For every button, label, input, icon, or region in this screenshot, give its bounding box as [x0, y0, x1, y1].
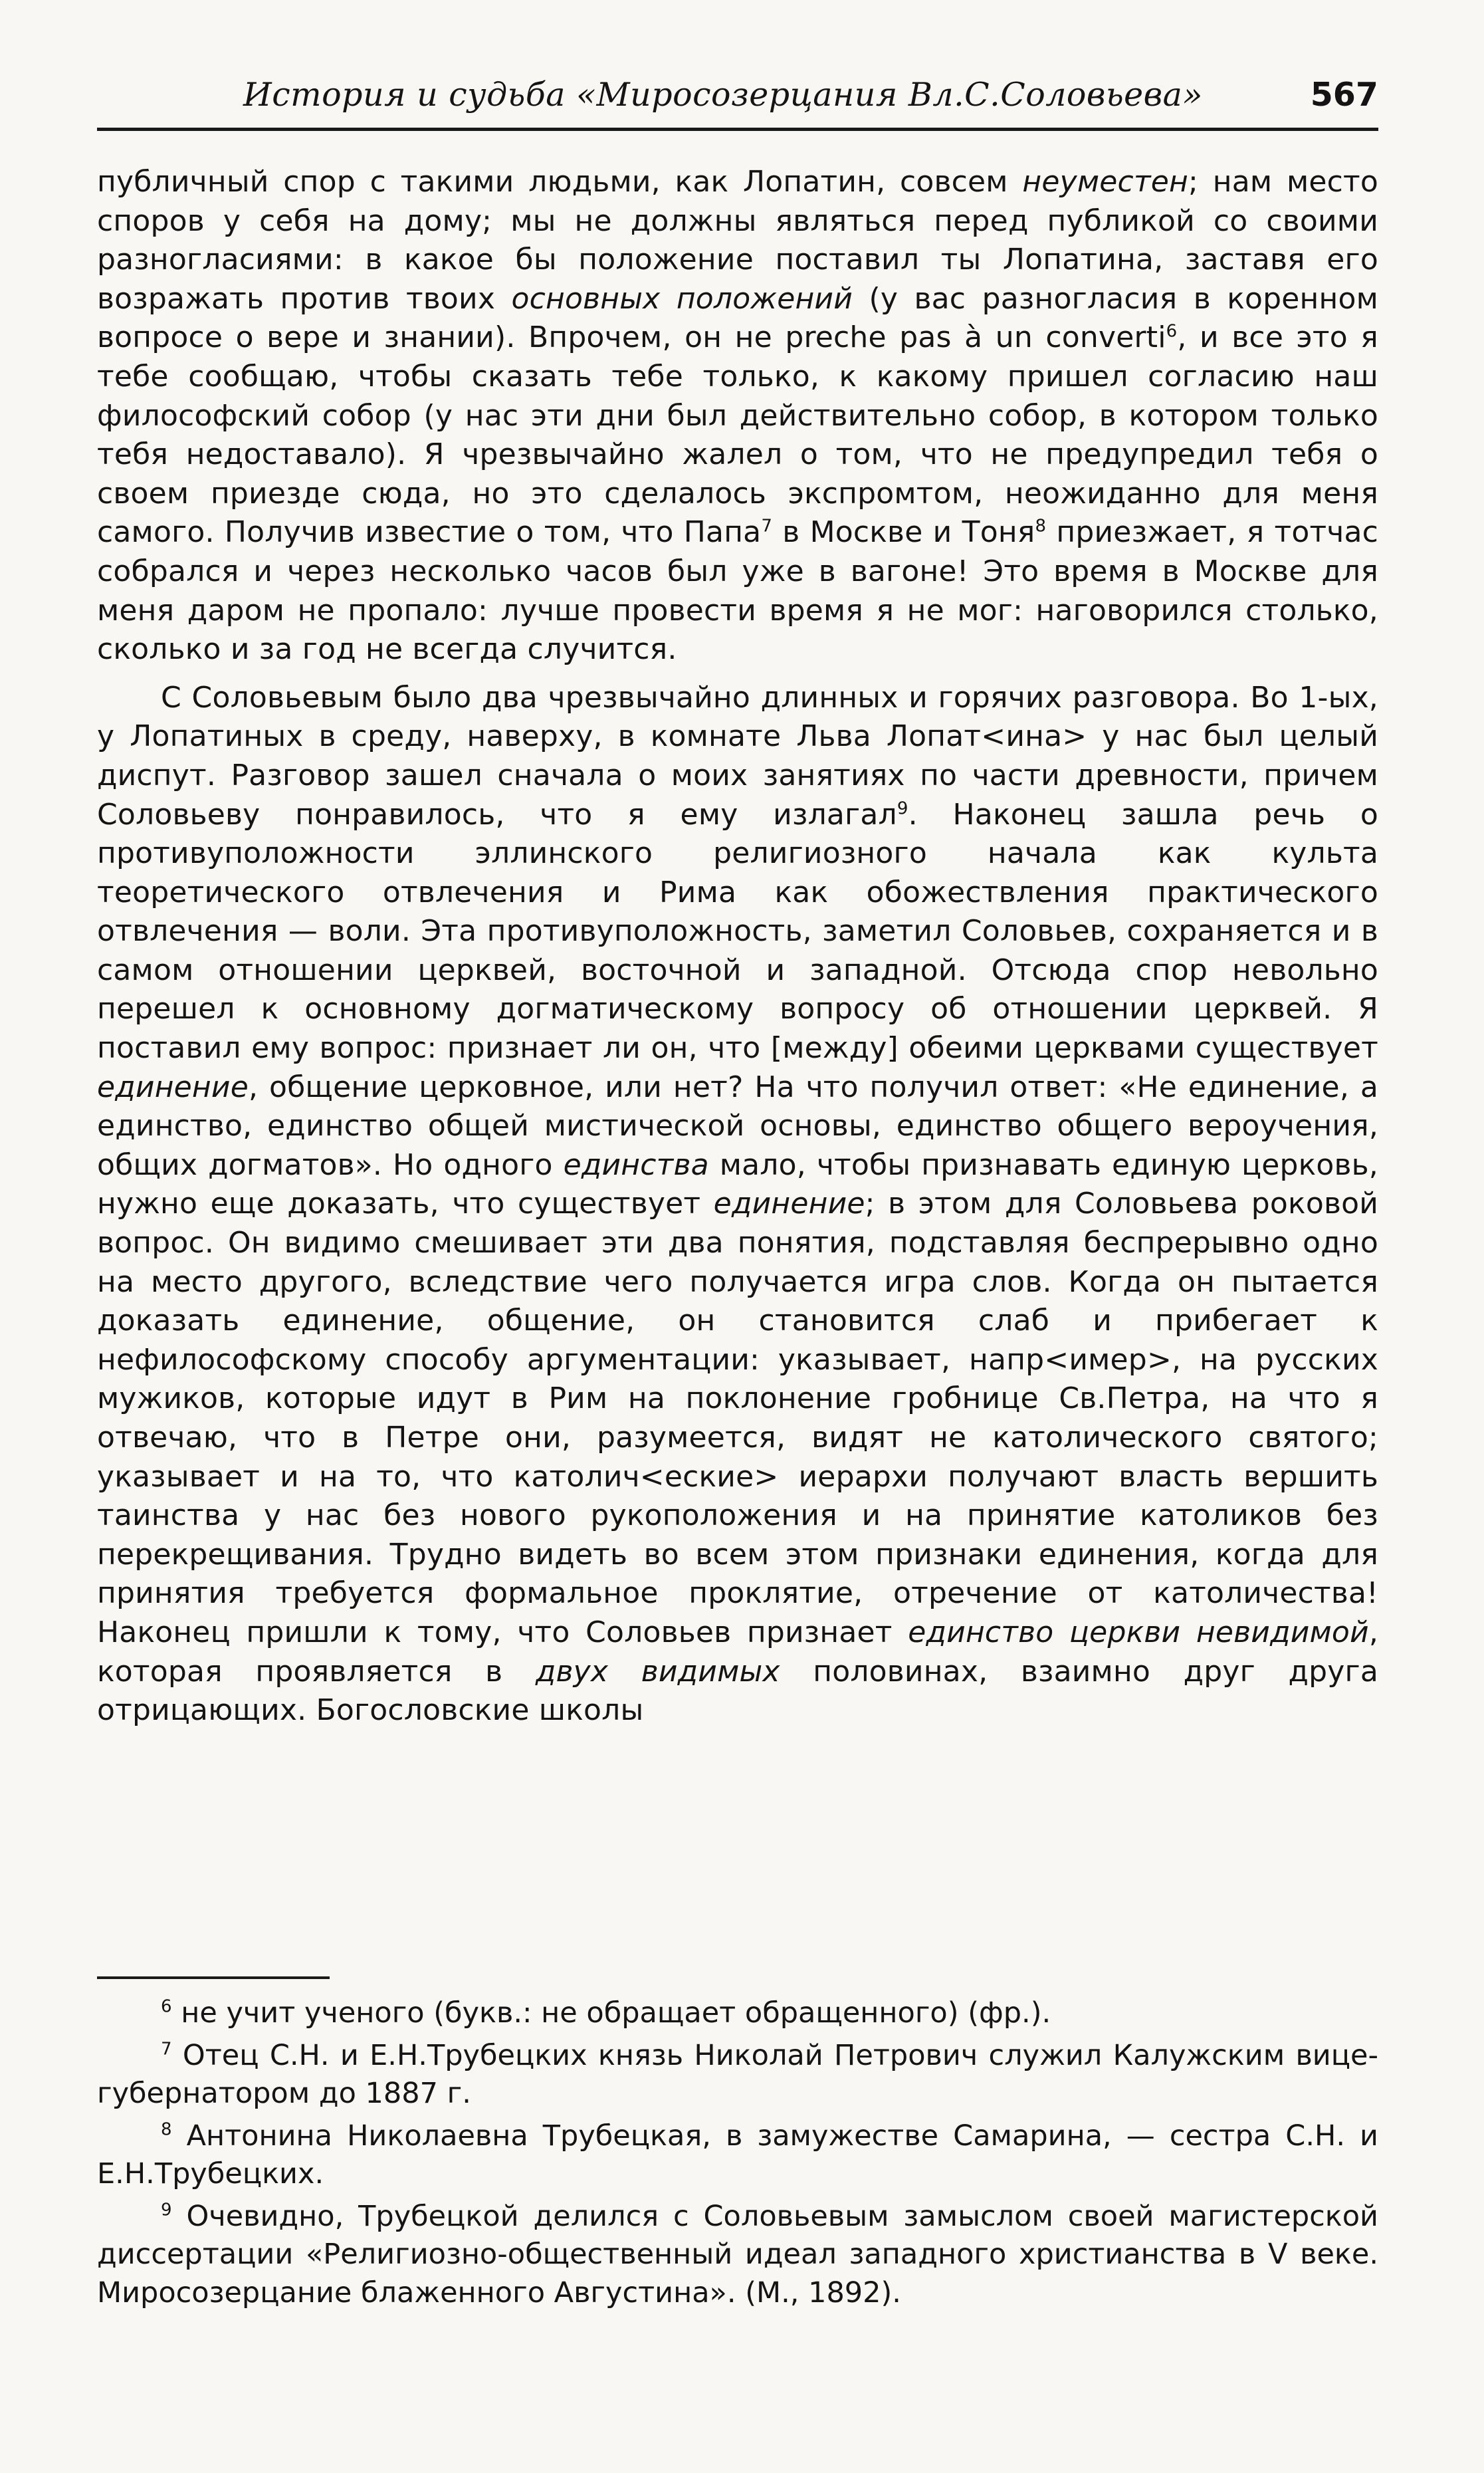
text-run: , которая проявляется в	[97, 1615, 1378, 1689]
footnote-8	[97, 2117, 1378, 2194]
footnote-text: Отец С.Н. и Е.Н.Трубецких князь Николай Петрович служил Калужским вице-губернатором до 1887 г.	[97, 2038, 1378, 2110]
text-run: публичный спор с такими людьми, как Лопатин, совсем	[97, 165, 1023, 199]
paragraph-2	[97, 679, 1378, 1730]
footnote-text: не учит ученого (букв.: не обращает обращенного) (фр.).	[181, 1996, 1051, 2030]
italic-run: единство церкви невидимой	[908, 1615, 1369, 1649]
footnote-mark: 9	[161, 2200, 172, 2220]
paragraph-1	[97, 163, 1378, 669]
text-run: в Москве и Тоня	[772, 515, 1035, 550]
text-run: . Наконец зашла речь о противуположности эллинского религиозного начала как культа теоретического отвлечения и Рима как обожествления практического отвлечения — воли. Эта противуположность, заметил Соловьев, сохраняется и в самом отношении церквей, восточной и западной. Отсюда спор невольно перешел к основному догматическому вопросу об отношении церквей. Я поставил ему вопрос: признает ли он, что [между] обеими церквами существует	[97, 797, 1378, 1066]
text-run: С Соловьевым было два чрезвычайно длинных и горячих разговора. Во 1-ых, у Лопатиных в среду, наверху, в комнате Льва Лопат<ина> у нас был целый диспут. Разговор зашел сначала о моих занятиях по части древности, причем Соловьеву понравилось, что я ему излагал	[97, 680, 1378, 832]
text-run: половинах, взаимно друг друга отрицающих. Богословские школы	[97, 1654, 1378, 1728]
footnote-6	[97, 1994, 1378, 2033]
text-run: мало, чтобы признавать единую церковь, нужно еще доказать, что существует	[97, 1147, 1378, 1221]
footnote-ref-9: 9	[897, 798, 908, 818]
footnote-7	[97, 2037, 1378, 2113]
text-run: , и все это я тебе сообщаю, чтобы сказать тебе только, к какому пришел согласию наш философский собор (у нас эти дни был действительно собор, в котором только тебя недоставало). Я чрезвычайно жалел о том, что не предупредил тебя о своем приезде сюда, но это сделалось экспромтом, неожиданно для меня самого. Получив известие о том, что Папа	[97, 320, 1378, 550]
italic-run: основных положений	[511, 281, 853, 316]
italic-run: неуместен	[1022, 165, 1189, 199]
text-run: , общение церковное, или нет? На что получил ответ: «Не единение, а единство, единство общей мистической основы, единство общего вероучения, общих догматов». Но одного	[97, 1070, 1378, 1182]
footnote-ref-8: 8	[1035, 516, 1047, 536]
header-rule	[97, 128, 1378, 131]
footnote-text: Очевидно, Трубецкой делился с Соловьевым замыслом своей магистерской диссертации «Религиозно-общественный идеал западного христианства в V веке. Миросозерцание блаженного Августина». (М., 1892).	[97, 2199, 1378, 2309]
page-number: 567	[1310, 76, 1378, 114]
page-header	[97, 64, 1378, 124]
footnote-mark: 8	[161, 2119, 172, 2140]
italic-run: единства	[563, 1147, 709, 1182]
footnote-ref-6: 6	[1166, 321, 1178, 342]
text-run: (у вас разногласия в коренном вопросе о вере и знании). Впрочем, он не preche pas à un converti	[97, 281, 1379, 355]
italic-run: единение	[713, 1187, 865, 1221]
main-text	[97, 163, 1378, 1730]
italic-run: единение	[97, 1070, 249, 1104]
running-title: История и судьба «Миросозерцания Вл.С.Соловьева»	[243, 76, 1203, 114]
footnote-rule	[97, 1976, 330, 1979]
footnote-text: Антонина Николаевна Трубецкая, в замужестве Самарина, — сестра С.Н. и Е.Н.Трубецких.	[97, 2119, 1379, 2190]
text-run: ; нам место споров у себя на дому; мы не должны являться перед публикой со своими разногласиями: в какое бы положение поставил ты Лопатина, заставя его возражать против твоих	[97, 165, 1378, 316]
text-run: приезжает, я тотчас собрался и через несколько часов был уже в вагоне! Это время в Москве для меня даром не пропало: лучше провести время я не мог: наговорился столько, сколько и за год не всегда случится.	[97, 515, 1379, 667]
footnote-mark: 6	[161, 1996, 172, 2017]
footnotes	[97, 1994, 1378, 2316]
footnote-ref-7: 7	[761, 516, 773, 536]
text-run: ; в этом для Соловьева роковой вопрос. Он видимо смешивает эти два понятия, подставляя беспрерывно одно на место другого, вследствие чего получается игра слов. Когда он пытается доказать единение, общение, он становится слаб и прибегает к нефилософскому способу аргументации: указывает, напр<имер>, на русских мужиков, которые идут в Рим на поклонение гробнице Св.Петра, на что я отвечаю, что в Петре они, разумеется, видят не католического святого; указывает и на то, что католич<еские> иерархи получают власть вершить таинства у нас без нового рукоположения и на принятие католиков без перекрещивания. Трудно видеть во всем этом признаки единения, когда для принятия требуется формальное проклятие, отречение от католичества! Наконец пришли к тому, что Соловьев признает	[97, 1187, 1378, 1649]
footnote-mark: 7	[161, 2039, 172, 2060]
footnote-9	[97, 2198, 1378, 2313]
italic-run: двух видимых	[535, 1654, 780, 1689]
